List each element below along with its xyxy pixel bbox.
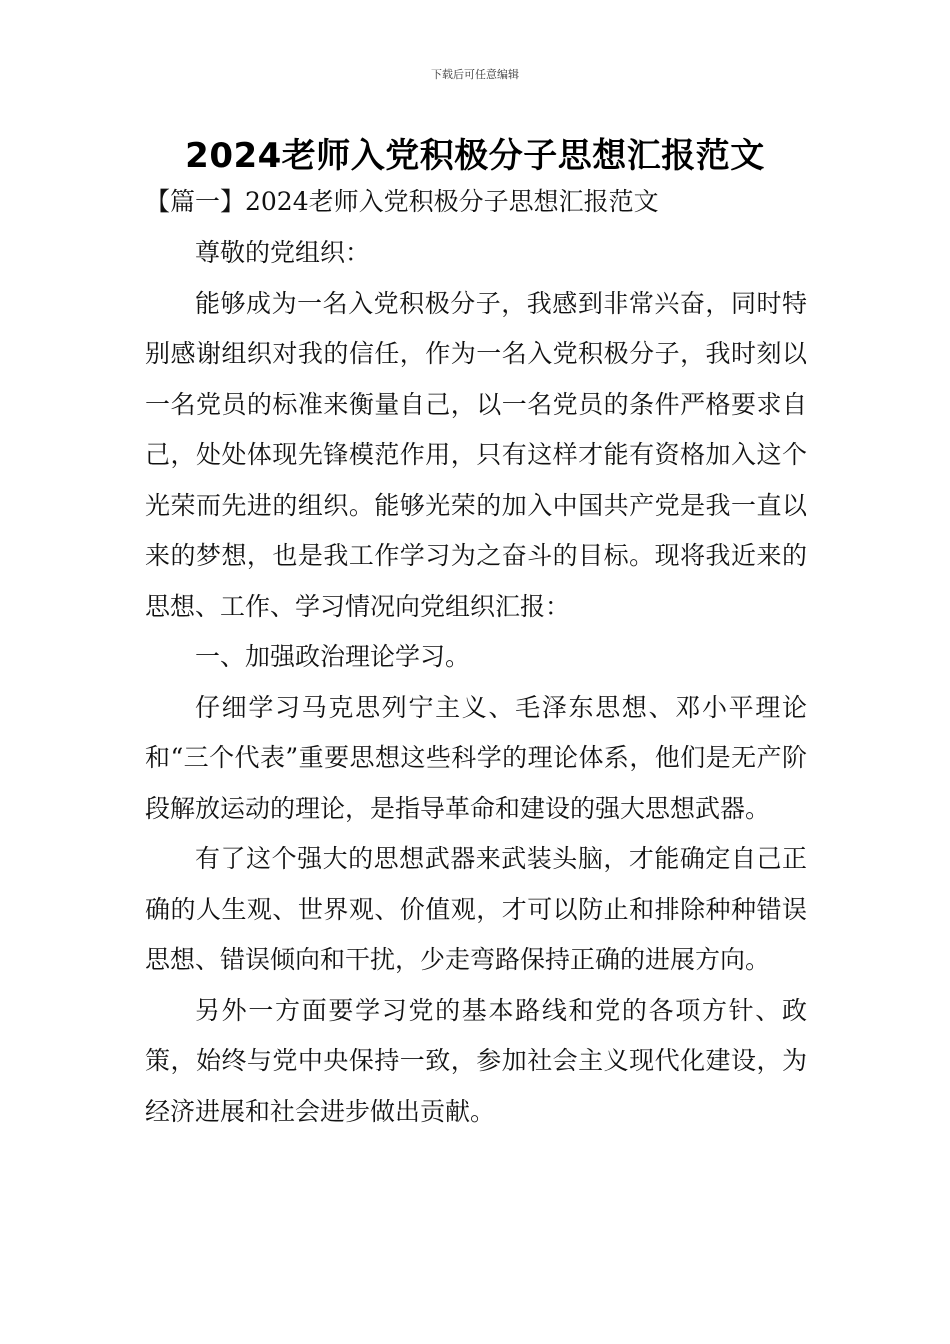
- subheading-political-study: 一、加强政治理论学习。: [195, 642, 471, 671]
- paragraph-theory: 仔细学习马克思列宁主义、毛泽东思想、邓小平理论和“三个代表”重要思想这些科学的理论体系，他们是无产阶段解放运动的理论，是指导革命和建设的强大思想武器。: [145, 692, 807, 823]
- paragraph-party-line: 另外一方面要学习党的基本路线和党的各项方针、政策，始终与党中央保持一致，参加社会主义现代化建设，为经济进展和社会进步做出贡献。: [145, 995, 807, 1126]
- paragraph-worldview: 有了这个强大的思想武器来武装头脑，才能确定自己正确的人生观、世界观、价值观，才可以防止和排除种种错误思想、错误倾向和干扰，少走弯路保持正确的进展方向。: [145, 844, 807, 974]
- header-note: 下载后可任意编辑: [431, 68, 519, 81]
- section-heading: 【篇一】2024老师入党积极分子思想汇报范文: [145, 187, 659, 216]
- document-body: [145, 228, 807, 1137]
- salutation: 尊敬的党组织：: [195, 238, 371, 267]
- paragraph-intro: 能够成为一名入党积极分子，我感到非常兴奋，同时特别感谢组织对我的信任，作为一名入党积极分子，我时刻以一名党员的标准来衡量自己，以一名党员的条件严格要求自己，处处体现先锋模范作用，只有这样才能有资格加入这个光荣而先进的组织。能够光荣的加入中国共产党是我一直以来的梦想，也是我工作学习为之奋斗的目标。现将我近来的思想、工作、学习情况向党组织汇报：: [145, 288, 807, 621]
- document-title: 2024老师入党积极分子思想汇报范文: [185, 136, 765, 176]
